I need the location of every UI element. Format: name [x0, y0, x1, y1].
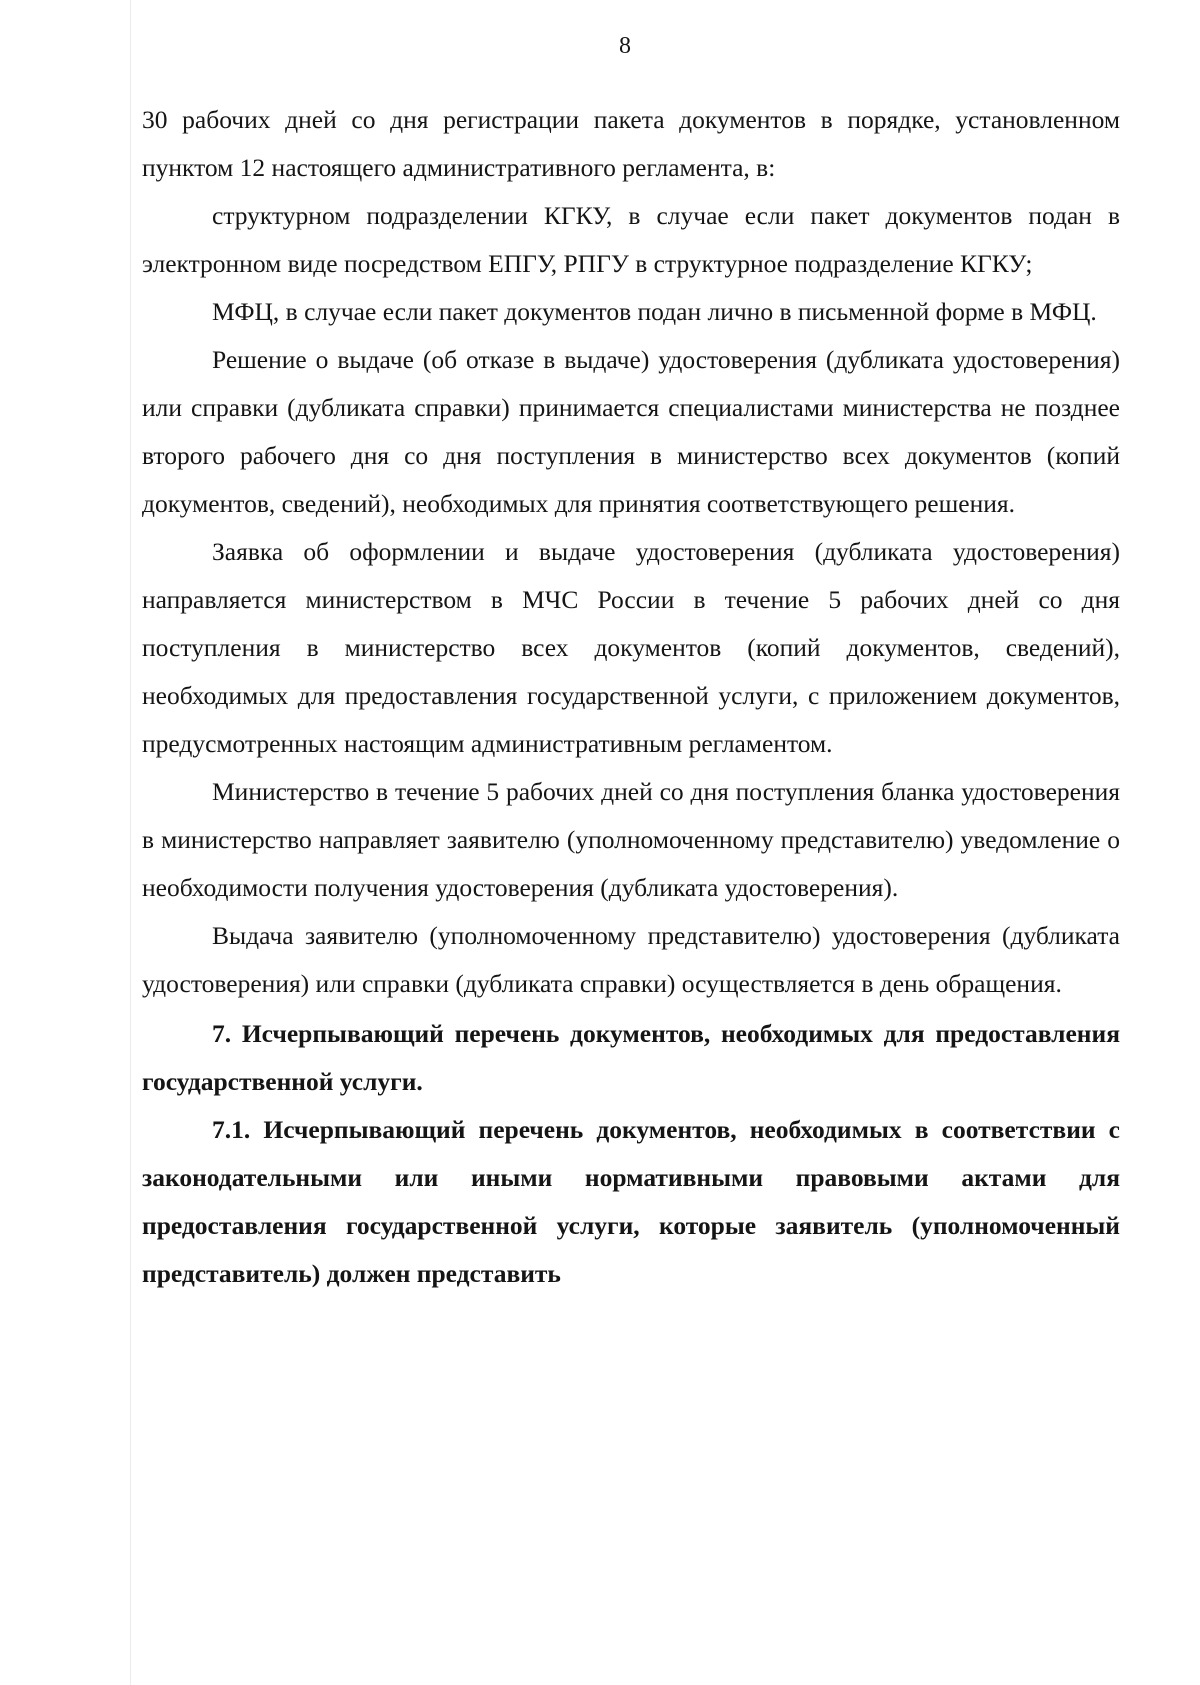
- subsection-heading: 7.1. Исчерпывающий перечень документов, необходимых в соответствии с законодательными или иными нормативными правовыми актами для предоставления государственной услуги, которые заявитель (уполномоченный представитель) должен представить: [142, 1115, 1120, 1288]
- paragraph-mfc: МФЦ, в случае если пакет документов подан лично в письменной форме в МФЦ.: [212, 297, 1097, 326]
- paragraph-notification: Министерство в течение 5 рабочих дней со дня поступления бланка удостоверения в министерство направляет заявителю (уполномоченному представителю) уведомление о необходимости получения удостоверения (дубликата удостоверения).: [142, 777, 1120, 902]
- paragraph-continuation: 30 рабочих дней со дня регистрации пакета документов в порядке, установленном пунктом 12 настоящего административного регламента, в:: [142, 105, 1120, 182]
- section-heading: 7. Исчерпывающий перечень документов, необходимых для предоставления государственной услуги.: [142, 1019, 1120, 1096]
- paragraph-decision: Решение о выдаче (об отказе в выдаче) удостоверения (дубликата удостоверения) или справки (дубликата справки) принимается специалистами министерства не позднее второго рабочего дня со дня поступления в министерство всех документов (копий документов, сведений), необходимых для принятия соответствующего решения.: [142, 345, 1120, 518]
- paragraph-application: Заявка об оформлении и выдаче удостоверения (дубликата удостоверения) направляется министерством в МЧС России в течение 5 рабочих дней со дня поступления в министерство всех документов (копий документов, сведений), необходимых для предоставления государственной услуги, с приложением документов, предусмотренных настоящим административным регламентом.: [142, 537, 1120, 758]
- paragraph-issuance: Выдача заявителю (уполномоченному представителю) удостоверения (дубликата удостоверения) или справки (дубликата справки) осуществляется в день обращения.: [142, 921, 1120, 998]
- paragraph-kgku: структурном подразделении КГКУ, в случае если пакет документов подан в электронном виде посредством ЕПГУ, РПГУ в структурное подразделение КГКУ;: [142, 201, 1120, 278]
- page-number: 8: [619, 33, 631, 59]
- document-body: [142, 96, 1120, 1298]
- scan-edge-line: [130, 0, 131, 1685]
